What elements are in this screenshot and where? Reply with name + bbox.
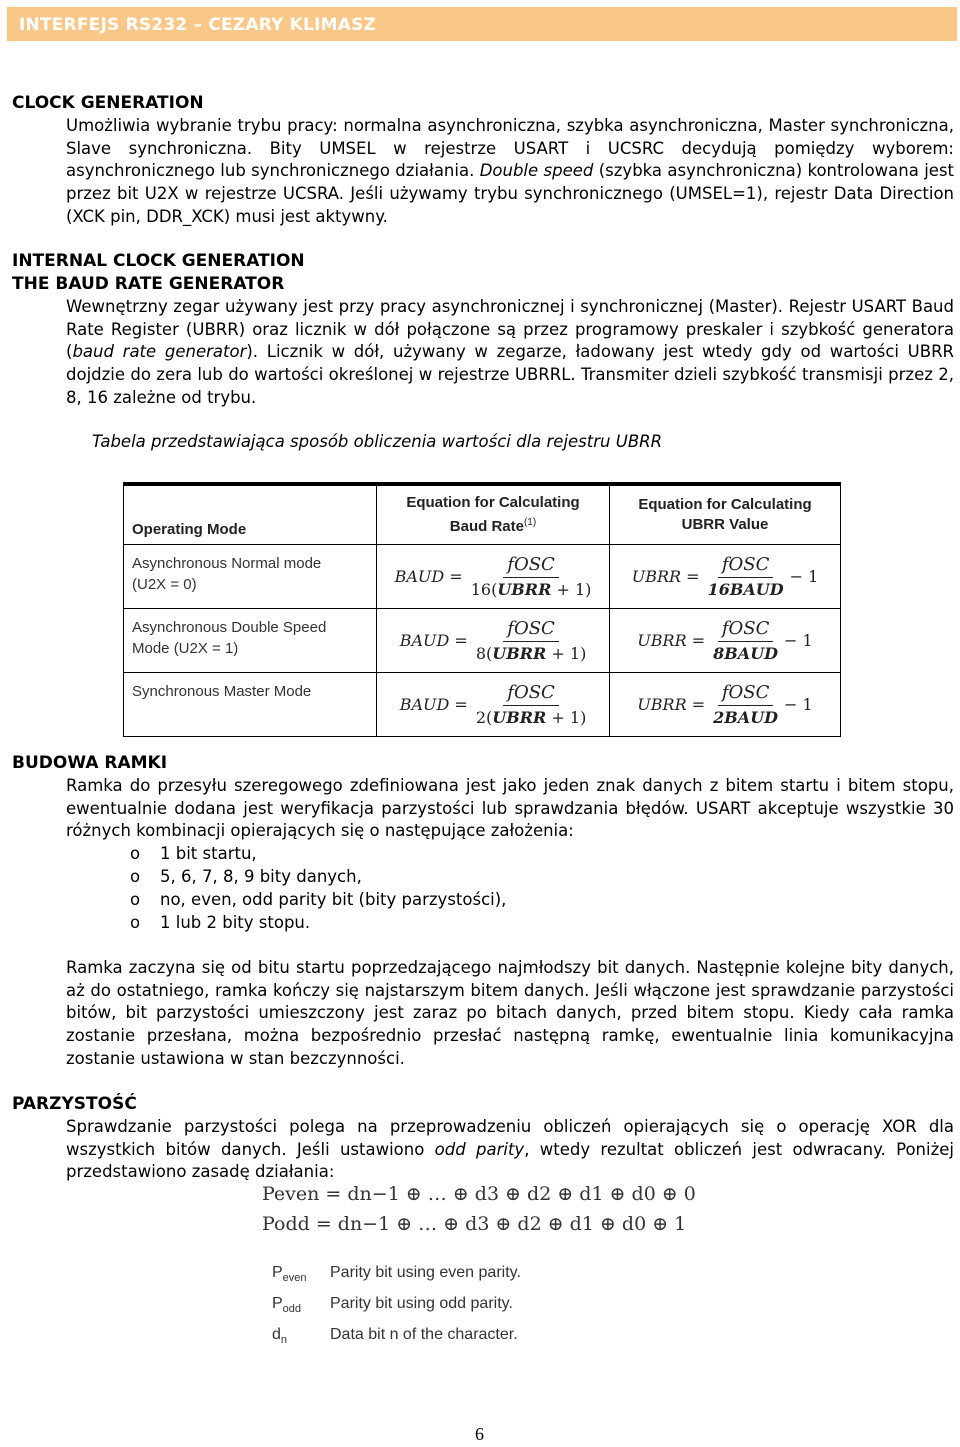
fraction-numerator: fOSC (718, 618, 774, 642)
table-row (124, 545, 841, 609)
ubrr-table (123, 482, 841, 737)
header-title: INTERFEJS RS232 – CEZARY KLIMASZ (19, 15, 377, 35)
baud-formula-cell (377, 609, 610, 673)
mode-line2: Mode (U2X = 1) (132, 640, 239, 657)
fraction-numerator: fOSC (718, 554, 774, 578)
den-var: UBRR (492, 644, 547, 663)
legend-desc: Data bit n of the character. (330, 1326, 518, 1343)
ubrr-formula (637, 682, 812, 727)
mode-line2: (U2X = 0) (132, 576, 197, 593)
fraction (713, 618, 778, 663)
ubrr-formula-cell (610, 545, 841, 609)
heading-clock-generation: CLOCK GENERATION (12, 93, 204, 113)
den-var: 8BAUD (713, 644, 779, 663)
parity-even-equation: Peven = dn−1 ⊕ … ⊕ d3 ⊕ d2 ⊕ d1 ⊕ d0 ⊕ 0 (262, 1183, 696, 1205)
symbol-letter: P (272, 1264, 283, 1281)
heading-internal-clock: INTERNAL CLOCK GENERATION (12, 251, 305, 271)
symbol-letter: P (272, 1295, 283, 1312)
page-header (7, 7, 957, 41)
parity-text-em: odd parity (434, 1139, 525, 1159)
mode-cell (124, 609, 377, 673)
list-item (0, 866, 960, 889)
formula-lhs: UBRR = (637, 631, 706, 650)
legend-desc: Parity bit using even parity. (330, 1264, 521, 1281)
table-caption: Tabela przedstawiająca sposób obliczenia wartości dla rejestru UBRR (92, 432, 663, 451)
mode-cell (124, 545, 377, 609)
fraction (471, 554, 592, 599)
heading-frame-structure: BUDOWA RAMKI (12, 753, 168, 773)
formula-tail: − 1 (784, 631, 813, 650)
fraction-numerator: fOSC (503, 682, 559, 706)
fraction (476, 618, 587, 663)
fraction (476, 682, 587, 727)
ubrr-formula (637, 618, 812, 663)
ubrr-formula-cell (610, 673, 841, 737)
legend-row-data (272, 1326, 518, 1346)
formula-lhs: BAUD = (399, 631, 468, 650)
fraction-denominator (713, 706, 778, 727)
formula-tail: − 1 (789, 567, 819, 586)
baud-text-2: ). Licznik w dół, używany w zegarze, ładowany jest wtedy gdy od wartości UBRR dojdzie do zera lub do wartości określonej w rejestrze UBRRL. Transmiter dzieli szybkość transmisji przez 2, 8, 16 zależne od trybu. (66, 342, 955, 407)
formula-lhs: BAUD = (394, 567, 463, 586)
legend-row-even (272, 1264, 521, 1284)
col-baud-line1: Equation for Calculating (406, 494, 580, 511)
col-ubrr-equation (610, 484, 841, 545)
ubrr-formula (632, 554, 819, 599)
paragraph-parity (66, 1116, 954, 1184)
baud-formula-cell (377, 545, 610, 609)
paragraph-clock-generation (66, 115, 954, 229)
list-item (0, 912, 960, 935)
bullet-marker: o (130, 867, 141, 886)
list-item (0, 843, 960, 866)
den-pre: 2( (475, 708, 493, 727)
fraction-denominator (708, 578, 784, 599)
bullet-marker: o (130, 844, 141, 863)
parity-text-1: Sprawdzanie parzystości polega na przeprowadzeniu obliczeń opierających się o operację XOR dla wszystkich bitów danych. Jeśli ustawiono (66, 1117, 954, 1159)
symbol-sub: odd (282, 1303, 302, 1316)
col-baud-sup: (1) (523, 517, 537, 528)
bullet-text: 5, 6, 7, 8, 9 bity danych, (160, 867, 362, 886)
table-header-row (124, 484, 841, 545)
heading-baud-rate-generator: THE BAUD RATE GENERATOR (12, 274, 285, 294)
bullet-marker: o (130, 890, 141, 909)
table-row (124, 673, 841, 737)
page-number: 6 (475, 1424, 484, 1444)
den-pre: 16( (470, 580, 498, 599)
den-post: + 1) (546, 644, 587, 663)
symbol-sub: n (280, 1334, 288, 1347)
baud-formula-cell (377, 673, 610, 737)
fraction (708, 554, 784, 599)
fraction-numerator: fOSC (718, 682, 774, 706)
col-baud-line2: Baud Rate (449, 518, 524, 535)
col-baud-equation (377, 484, 610, 545)
legend-symbol (272, 1326, 330, 1346)
legend-row-odd (272, 1295, 513, 1315)
den-pre: 8( (475, 644, 493, 663)
baud-text-1: Wewnętrzny zegar używany jest przy pracy asynchronicznej i synchronicznej (Master). Rejestr USART Baud Rate Register (UBRR) oraz licznik w dół połączone są przez programowy preskaler i szybkość generatora ( (66, 297, 954, 362)
fraction-numerator: fOSC (503, 554, 559, 578)
paragraph-frame-2: Ramka zaczyna się od bitu startu poprzedzającego najmłodszy bit danych. Następnie kolejne bity danych, aż do ostatniego, ramka kończy się najstarszym bitem danych. Jeśli włączone jest sprawdzanie parzystości bitów, bit parzystości umieszczony jest zaraz po bitach danych, przed bitem stopu. Kiedy cała ramka zostanie przesłana, można bezpośrednio przesłać następną ramkę, ewentualnie linia komunikacyjna zostanie ustawiona w stan bezczynności. (66, 958, 954, 1068)
col-ubrr-line2: UBRR Value (681, 516, 769, 533)
fraction-denominator (476, 642, 587, 663)
den-post: + 1) (551, 580, 592, 599)
fraction-numerator: fOSC (503, 618, 559, 642)
ubrr-formula-cell (610, 609, 841, 673)
bullet-text: no, even, odd parity bit (bity parzystości), (160, 890, 507, 909)
legend-symbol (272, 1264, 330, 1284)
mode-line1: Synchronous Master Mode (132, 683, 312, 700)
den-var: UBRR (492, 708, 547, 727)
bullet-text: 1 bit startu, (160, 844, 257, 863)
formula-lhs: UBRR = (631, 567, 700, 586)
fraction-denominator (476, 706, 587, 727)
formula-lhs: BAUD = (399, 695, 468, 714)
formula-tail: − 1 (784, 695, 813, 714)
parity-text-2: , wtedy rezultat obliczeń jest odwracany. Poniżej przedstawiono zasadę działania: (66, 1139, 954, 1182)
bullet-marker: o (130, 913, 141, 932)
formula-lhs: UBRR = (637, 695, 706, 714)
table-row (124, 609, 841, 673)
list-item (0, 889, 960, 912)
clock-text-2: (szybka asynchroniczna) kontrolowana jest przez bit U2X w rejestrze UCSRA. Jeśli używamy trybu synchronicznego (UMSEL=1), rejestr Data Direction (XCK pin, DDR_XCK) musi jest aktywny. (66, 161, 955, 226)
legend-symbol (272, 1295, 330, 1315)
paragraph-baud-rate (66, 296, 954, 410)
baud-formula (400, 682, 587, 727)
clock-text-em: Double speed (479, 161, 594, 181)
baud-formula (400, 618, 587, 663)
symbol-sub: even (282, 1272, 307, 1285)
col-operating-mode: Operating Mode (124, 484, 377, 545)
fraction-denominator (713, 642, 778, 663)
heading-parity: PARZYSTOŚĆ (12, 1094, 137, 1114)
den-var: 16BAUD (707, 580, 784, 599)
baud-formula (395, 554, 592, 599)
fraction (713, 682, 778, 727)
mode-cell (124, 673, 377, 737)
baud-text-em: baud rate generator (72, 342, 247, 362)
bullet-text: 1 lub 2 bity stopu. (160, 913, 311, 932)
parity-odd-equation: Podd = dn−1 ⊕ … ⊕ d3 ⊕ d2 ⊕ d1 ⊕ d0 ⊕ 1 (262, 1213, 687, 1235)
legend-desc: Parity bit using odd parity. (330, 1295, 513, 1312)
den-post: + 1) (546, 708, 587, 727)
paragraph-frame-1: Ramka do przesyłu szeregowego zdefiniowana jest jako jeden znak danych z bitem startu i bitem stopu, ewentualnie dodana jest weryfikacja parzystości lub sprawdzania błędów. USART akceptuje wszystkie 30 różnych kombinacji opierających się o następujące założenia: (66, 776, 954, 841)
clock-text-1: Umożliwia wybranie trybu pracy: normalna asynchroniczna, szybka asynchroniczna, Master synchroniczna, Slave synchroniczna. Bity UMSEL w rejestrze USART i UCSRC decydują pomiędzy wyborem: asynchronicznego lub synchronicznego działania. (66, 116, 954, 181)
fraction-denominator (471, 578, 592, 599)
col-ubrr-line1: Equation for Calculating (638, 496, 812, 513)
mode-line1: Asynchronous Double Speed (132, 619, 327, 636)
den-var: 2BAUD (713, 708, 779, 727)
mode-line1: Asynchronous Normal mode (132, 555, 322, 572)
den-var: UBRR (497, 580, 552, 599)
symbol-letter: d (272, 1326, 281, 1343)
